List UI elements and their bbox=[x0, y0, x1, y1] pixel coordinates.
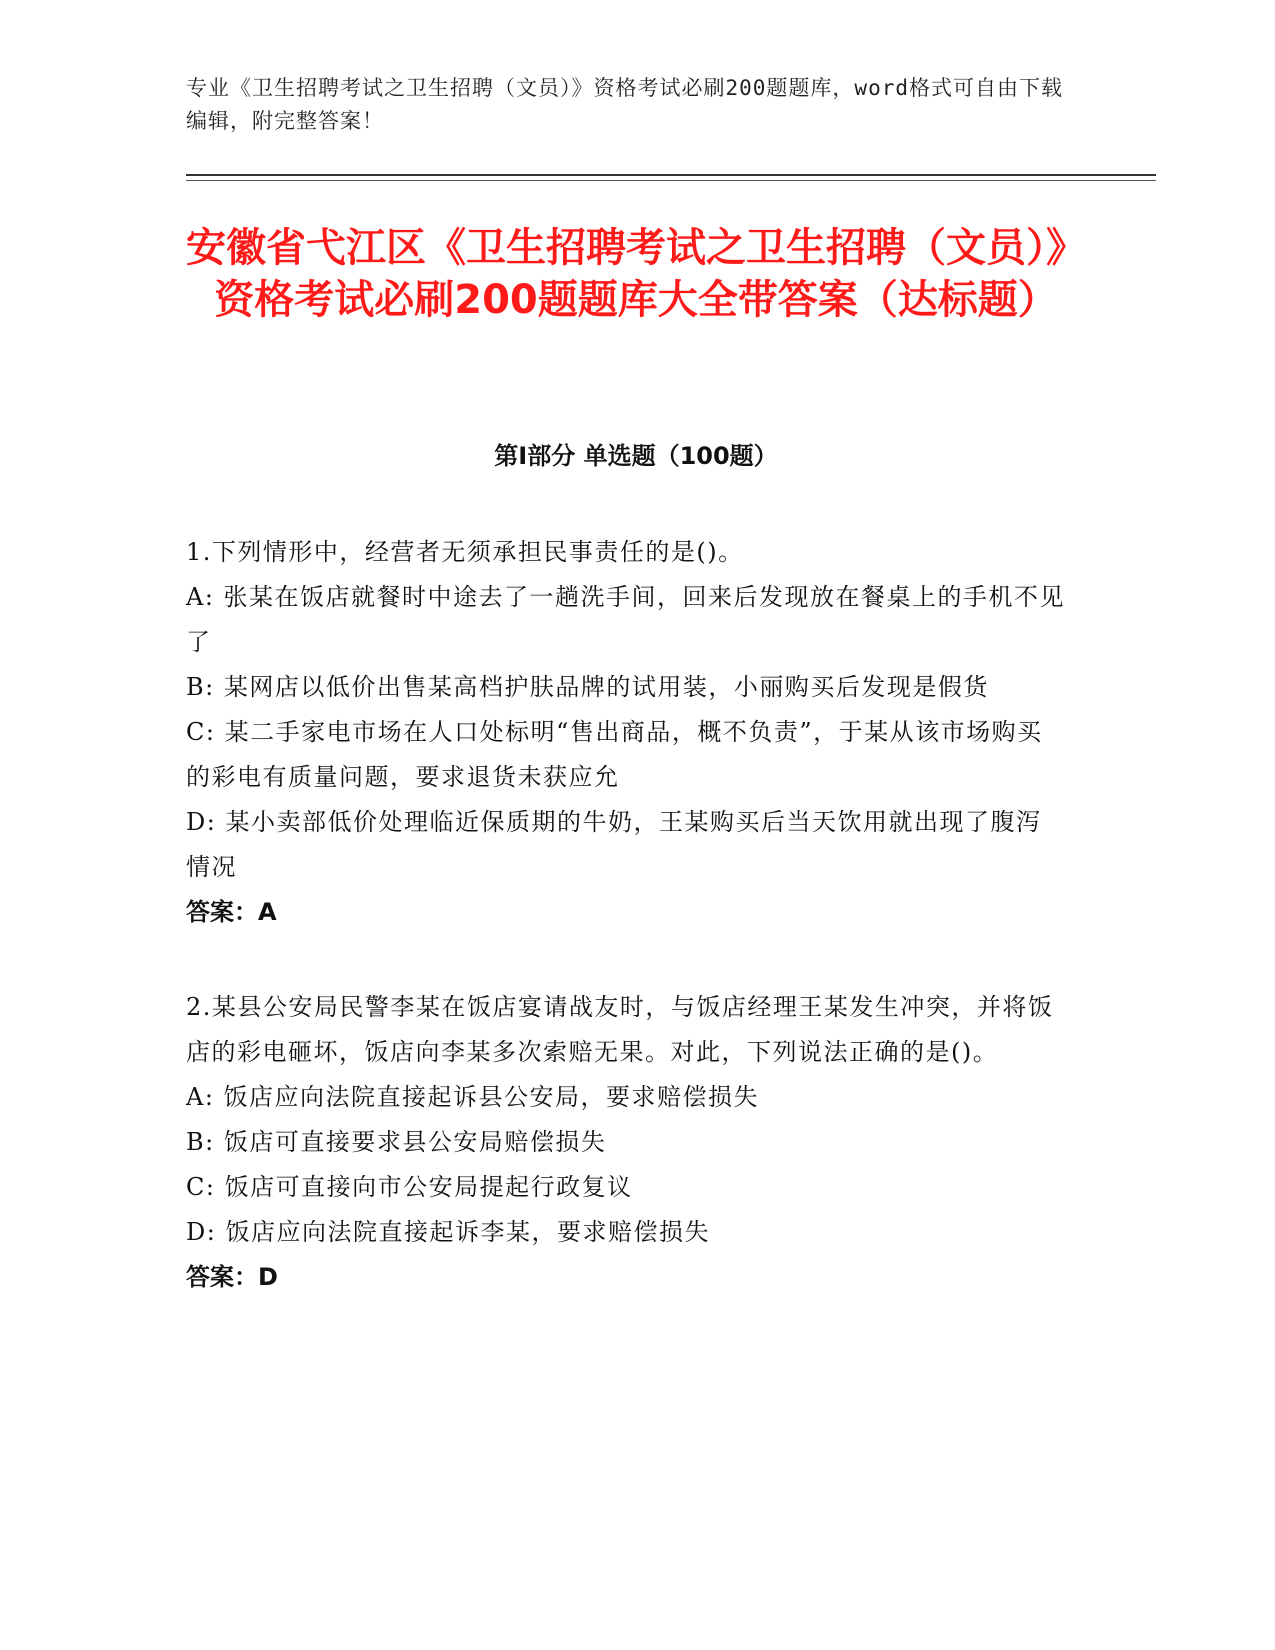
header-divider-thick bbox=[186, 174, 1156, 176]
question-1 bbox=[186, 530, 1066, 935]
option-d: D: 饭店应向法院直接起诉李某，要求赔偿损失 bbox=[186, 1218, 710, 1246]
answer: 答案：A bbox=[186, 898, 277, 926]
question-list bbox=[186, 530, 1066, 1350]
option-a: A: 饭店应向法院直接起诉县公安局，要求赔偿损失 bbox=[186, 1083, 760, 1111]
header-note: 专业《卫生招聘考试之卫生招聘（文员）》资格考试必刷200题题库，word格式可自由下载编辑，附完整答案！ bbox=[186, 76, 1063, 133]
section-title: 第I部分 单选题（100题） bbox=[494, 442, 778, 470]
question-stem: 2.某县公安局民警李某在饭店宴请战友时，与饭店经理王某发生冲突，并将饭店的彩电砸坏，饭店向李某多次索赔无果。对此，下列说法正确的是()。 bbox=[186, 993, 1054, 1066]
option-b: B: 某网店以低价出售某高档护肤品牌的试用装，小丽购买后发现是假货 bbox=[186, 673, 989, 701]
option-b: B: 饭店可直接要求县公安局赔偿损失 bbox=[186, 1128, 607, 1156]
question-2 bbox=[186, 985, 1066, 1300]
option-d: D: 某小卖部低价处理临近保质期的牛奶，王某购买后当天饮用就出现了腹泻情况 bbox=[186, 808, 1042, 881]
question-stem: 1.下列情形中，经营者无须承担民事责任的是()。 bbox=[186, 538, 744, 566]
document-title: 安徽省弋江区《卫生招聘考试之卫生招聘（文员）》资格考试必刷200题题库大全带答案（达标题） bbox=[186, 225, 1086, 323]
option-c: C: 饭店可直接向市公安局提起行政复议 bbox=[186, 1173, 633, 1201]
option-c: C: 某二手家电市场在人口处标明“售出商品，概不负责”，于某从该市场购买的彩电有质量问题，要求退货未获应允 bbox=[186, 718, 1043, 791]
header-divider-thin bbox=[186, 180, 1156, 181]
answer: 答案：D bbox=[186, 1263, 278, 1291]
option-a: A: 张某在饭店就餐时中途去了一趟洗手间，回来后发现放在餐桌上的手机不见了 bbox=[186, 583, 1066, 656]
